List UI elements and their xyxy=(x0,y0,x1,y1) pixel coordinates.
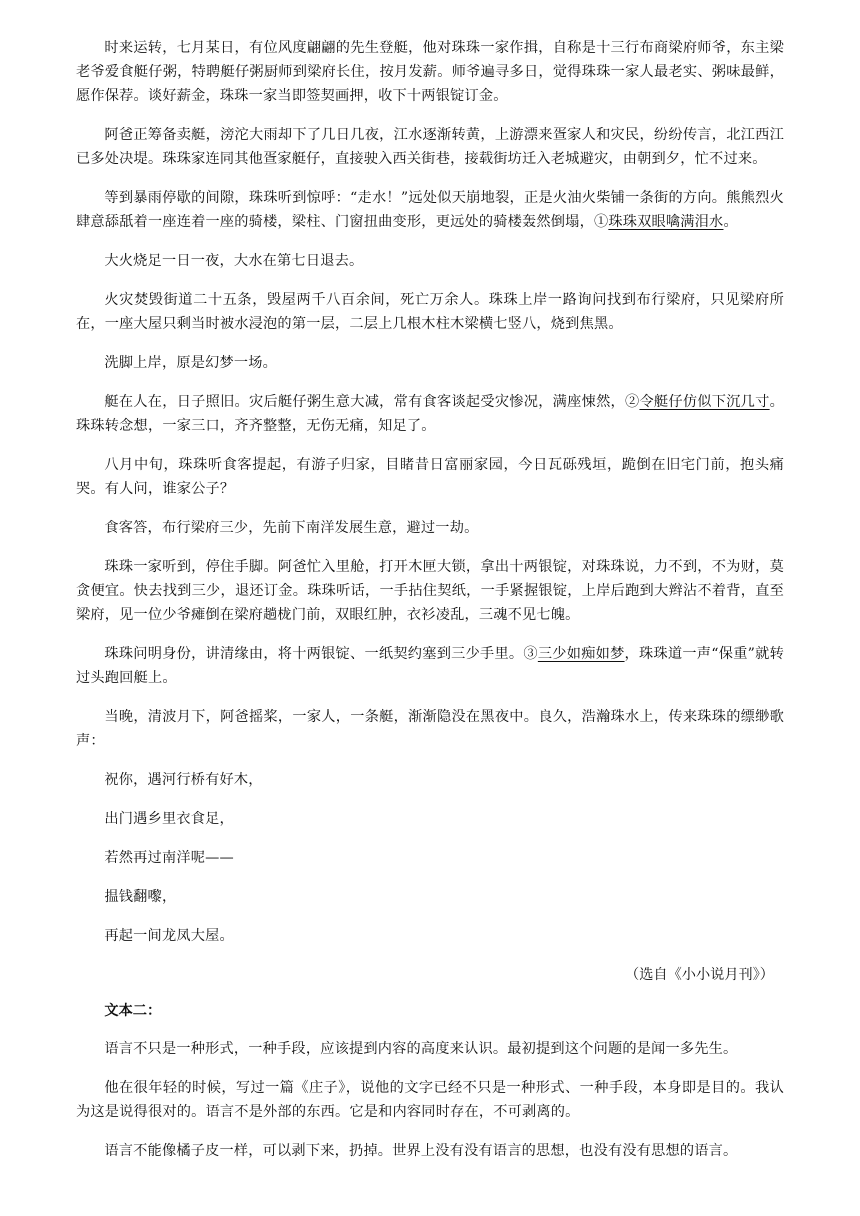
text-two-paragraph-3: 语言不能像橘子皮一样，可以剥下来，扔掉。世界上没有没有语言的思想，也没有没有思想的语言。 xyxy=(104,1143,738,1159)
paragraph-9: 食客答，布行梁府三少，先前下南洋发展生意，避过一劫。 xyxy=(104,520,479,536)
poem-line: 祝你，遇河行桥有好木， xyxy=(104,772,263,788)
paragraph-12: 当晚，清波月下，阿爸摇桨，一家人，一条艇，渐渐隐没在黑夜中。良久，浩瀚珠水上，传来珠珠的缥缈歌声： xyxy=(76,709,784,749)
paragraph-2: 阿爸正筹备卖艇，滂沱大雨却下了几日几夜，江水逐渐转黄，上游漂来疍家人和灾民，纷纷传言，北江西江已多处决堤。珠珠家连同其他疍家艇仔，直接驶入西关街巷，接载街坊迁入老城避灾，由朝到夕，忙不过来。 xyxy=(76,127,784,167)
paragraph-7 xyxy=(76,390,784,438)
paragraph-4: 大火烧足一日一夜，大水在第七日退去。 xyxy=(104,253,364,269)
underlined-phrase-3: 三少如痴如梦 xyxy=(537,646,625,662)
paragraph-10: 珠珠一家听到，停住手脚。阿爸忙入里舱，打开木匣大锁，拿出十两银锭，对珠珠说，力不到，不为财，莫贪便宜。快去找到三少，退还订金。珠珠听话，一手拈住契纸，一手紧握银锭，上岸后跑到大辫沾不着背，直至梁府，见一位少爷瘫倒在梁府趟栊门前，双眼红肿，衣衫凌乱，三魂不见七魄。 xyxy=(76,559,784,623)
paragraph-8: 八月中旬，珠珠听食客提起，有游子归家，目睹昔日富丽家园，今日瓦砾残垣，跪倒在旧宅门前，抱头痛哭。有人问，谁家公子？ xyxy=(76,457,784,497)
paragraph-11 xyxy=(76,642,784,690)
paragraph-3-end: 。 xyxy=(723,214,738,230)
paragraph-11-text: 珠珠问明身份，讲清缘由，将十两银锭、一纸契约塞到三少手里。③ xyxy=(104,646,538,662)
source-citation: （选自《小小说月刊》） xyxy=(625,967,774,983)
paragraph-11-end: ，珠珠道一声“保重”就转过头跑回艇上。 xyxy=(76,646,784,686)
underlined-phrase-2: 令艇仔仿似下沉几寸 xyxy=(639,394,770,410)
poem-line: 出门遇乡里衣食足， xyxy=(104,811,234,827)
text-two-paragraph-2: 他在很年轻的时候，写过一篇《庄子》，说他的文字已经不只是一种形式、一种手段，本身即是目的。我认为这是说得很对的。语言不是外部的东西。它是和内容同时存在，不可剥离的。 xyxy=(76,1080,784,1120)
paragraph-6: 洗脚上岸，原是幻梦一场。 xyxy=(104,355,278,371)
section-title-text-two: 文本二： xyxy=(104,1003,162,1019)
paragraph-7-text: 艇在人在，日子照旧。灾后艇仔粥生意大减，常有食客谈起受灾惨况，满座悚然，② xyxy=(104,394,640,410)
underlined-phrase-1: 珠珠双眼噙满泪水 xyxy=(608,214,724,230)
paragraph-3-text: 等到暴雨停歇的间隙，珠珠听到惊呼：“走水！”远处似天崩地裂，正是火油火柴铺一条街的方向。熊熊烈火肆意舔舐着一座连着一座的骑楼，梁柱、门窗扭曲变形，更远处的骑楼轰然倒塌，① xyxy=(76,190,784,230)
poem-line: 揾钱翻嚟， xyxy=(104,889,177,905)
poem-line: 再起一间龙凤大屋。 xyxy=(104,928,234,944)
paragraph-7-end: 。珠珠转念想，一家三口，齐齐整整，无伤无痛，知足了。 xyxy=(76,394,784,434)
paragraph-1: 时来运转，七月某日，有位风度翩翩的先生登艇，他对珠珠一家作揖，自称是十三行布商梁府师爷，东主梁老爷爱食艇仔粥，特聘艇仔粥厨师到梁府长住，按月发薪。师爷遍寻多日，觉得珠珠一家人最老实、粥味最鲜，愿作保荐。谈好薪金，珠珠一家当即签契画押，收下十两银锭订金。 xyxy=(76,40,784,104)
poem-line: 若然再过南洋呢—— xyxy=(104,850,234,866)
paragraph-3 xyxy=(76,186,784,234)
paragraph-5: 火灾焚毁街道二十五条，毁屋两千八百余间，死亡万余人。珠珠上岸一路询问找到布行梁府，只见梁府所在，一座大屋只剩当时被水浸泡的第一层，二层上几根木柱木梁横七竖八，烧到焦黑。 xyxy=(76,292,784,332)
text-two-paragraph-1: 语言不只是一种形式，一种手段，应该提到内容的高度来认识。最初提到这个问题的是闻一多先生。 xyxy=(104,1041,738,1057)
